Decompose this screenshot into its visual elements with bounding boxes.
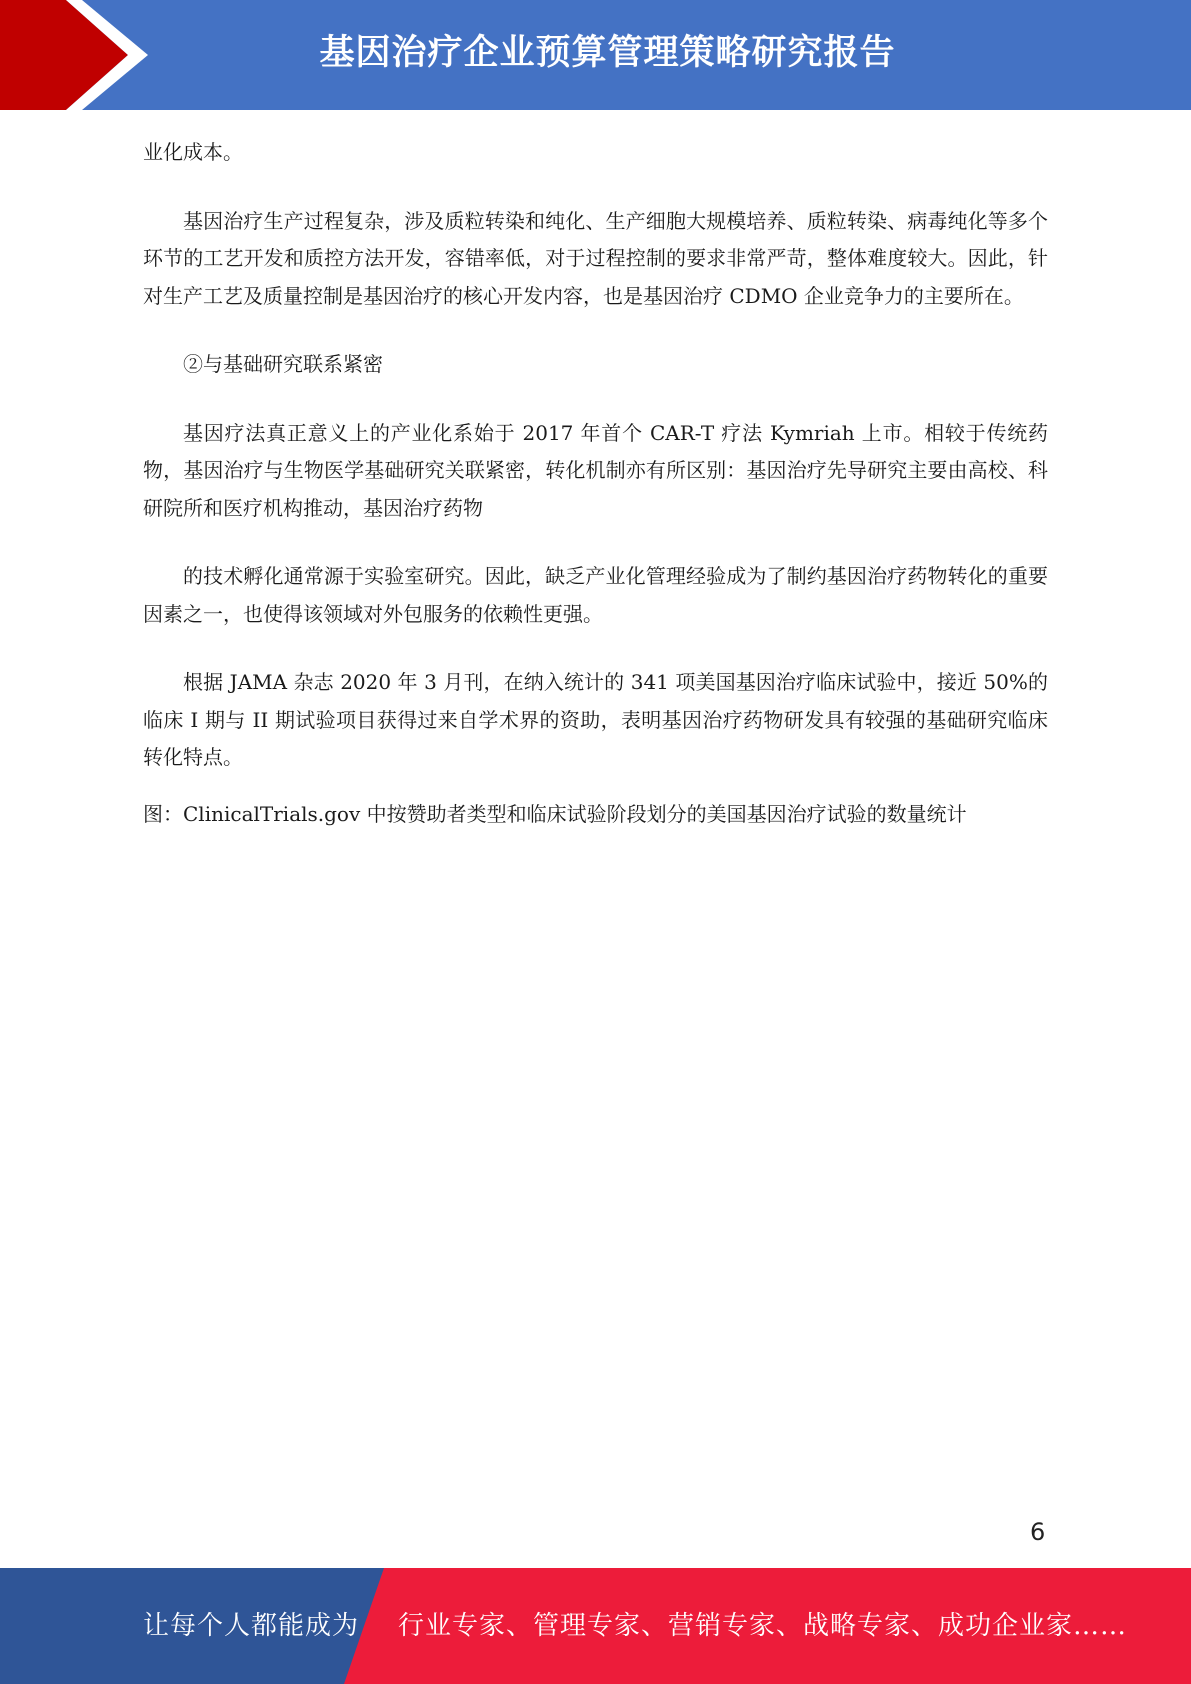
figure-caption: 图：ClinicalTrials.gov 中按赞助者类型和临床试验阶段划分的美国基因治疗试验的数量统计 xyxy=(143,801,967,826)
page-number: 6 xyxy=(1030,1518,1046,1546)
footer-slogan-right: 行业专家、管理专家、营销专家、战略专家、成功企业家…… xyxy=(398,1611,1128,1641)
document-title: 基因治疗企业预算管理策略研究报告 xyxy=(319,33,896,73)
paragraph-continuation: 业化成本。 xyxy=(143,140,243,164)
paragraph-production-process: 基因治疗生产过程复杂，涉及质粒转染和纯化、生产细胞大规模培养、质粒转染、病毒纯化等多个环节的工艺开发和质控方法开发，容错率低，对于过程控制的要求非常严苛，整体难度较大。因此，针对生产工艺及质量控制是基因治疗的核心开发内容，也是基因治疗 CDMO 企业竞争力的主要所在。 xyxy=(143,208,1048,308)
document-body xyxy=(143,134,1048,828)
footer-slogan-left: 让每个人都能成为 xyxy=(143,1611,360,1641)
page-footer xyxy=(0,1568,1191,1684)
section-subheading: ②与基础研究联系紧密 xyxy=(183,352,383,376)
page-header xyxy=(0,0,1191,110)
paragraph-jama-statistics: 根据 JAMA 杂志 2020 年 3 月刊，在纳入统计的 341 项美国基因治疗临床试验中，接近 50%的临床 I 期与 II 期试验项目获得过来自学术界的资助，表明基因治疗药物研发具有较强的基础研究临床转化特点。 xyxy=(143,670,1048,769)
paragraph-industrialization: 基因疗法真正意义上的产业化系始于 2017 年首个 CAR-T 疗法 Kymriah 上市。相较于传统药物，基因治疗与生物医学基础研究关联紧密，转化机制亦有所区别：基因治疗先导研究主要由高校、科研院所和医疗机构推动，基因治疗药物 xyxy=(143,420,1048,520)
paragraph-technology-incubation: 的技术孵化通常源于实验室研究。因此，缺乏产业化管理经验成为了制约基因治疗药物转化的重要因素之一，也使得该领域对外包服务的依赖性更强。 xyxy=(143,564,1048,626)
